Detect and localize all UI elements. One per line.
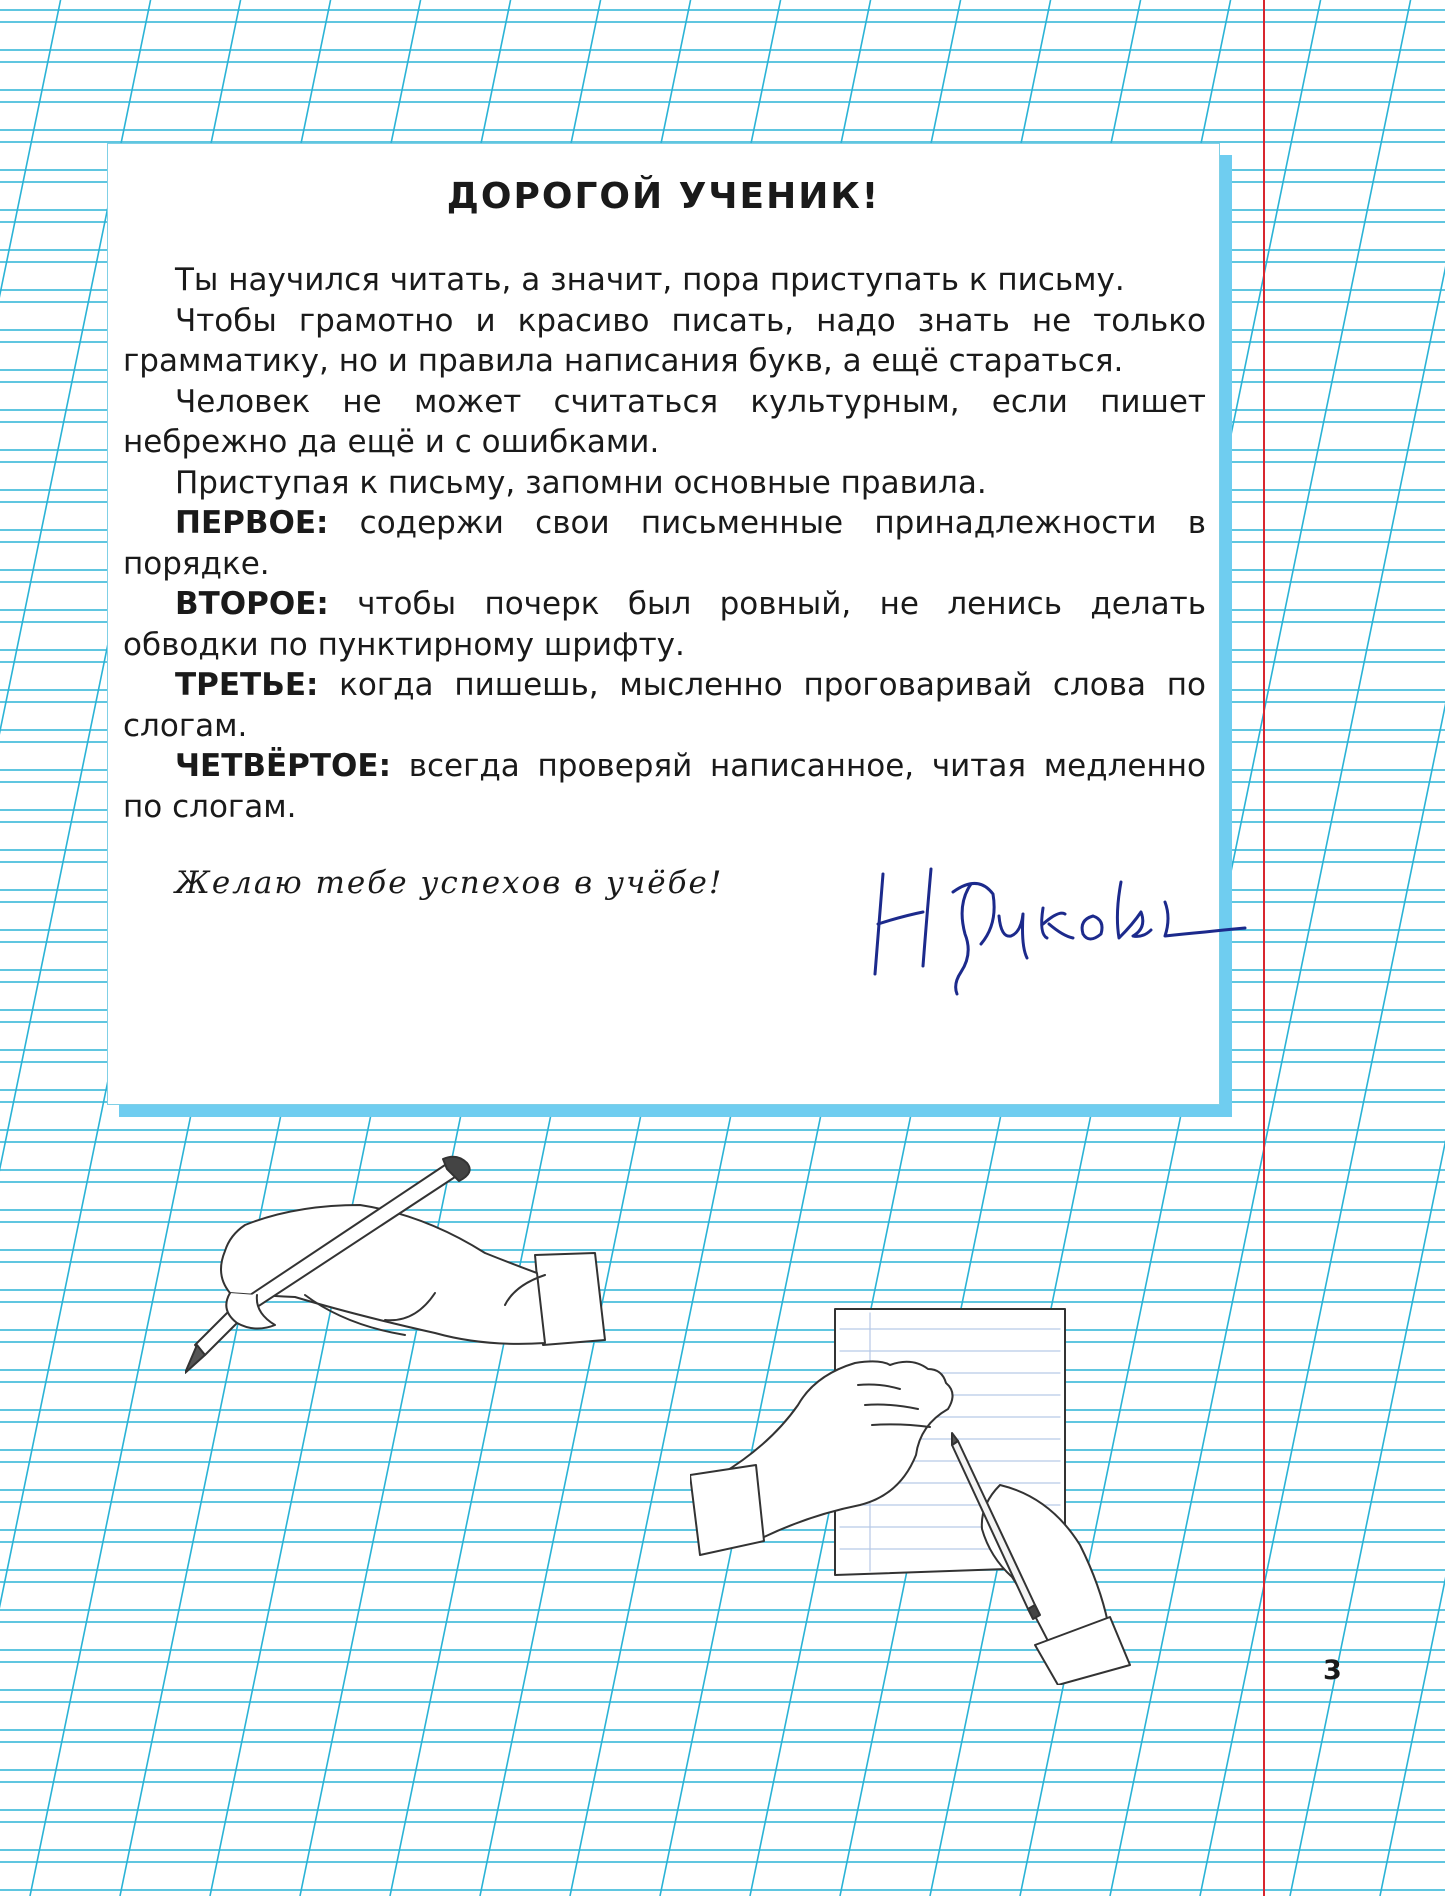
rule-fourth: ЧЕТВЁРТОЕ: всегда проверяй написанное, читая медленно по слогам. bbox=[123, 748, 1206, 825]
grid-slanted-line bbox=[1380, 0, 1445, 1896]
rule-label: ЧЕТВЁРТОЕ: bbox=[175, 748, 391, 784]
letter-title: ДОРОГОЙ УЧЕНИК! bbox=[446, 176, 881, 217]
letter-paragraph: Чтобы грамотно и красиво писать, надо знать не только грамматику, но и правила написания букв, а ещё стараться. bbox=[123, 302, 1206, 379]
grid-slanted-line bbox=[1290, 0, 1445, 1896]
rule-third: ТРЕТЬЕ: когда пишешь, мысленно проговаривай слова по слогам. bbox=[123, 667, 1206, 744]
letter-paragraph: Ты научился читать, а значит, пора приступать к письму. bbox=[175, 262, 1125, 298]
author-signature bbox=[853, 854, 1273, 1004]
letter-card bbox=[107, 143, 1220, 1105]
page-number: 3 bbox=[1323, 1655, 1342, 1686]
grid-slanted-line bbox=[0, 0, 61, 1896]
hand-holding-pen-illustration bbox=[185, 1155, 610, 1380]
hands-writing-on-paper-illustration bbox=[690, 1305, 1170, 1685]
rule-label: ПЕРВОЕ: bbox=[175, 505, 329, 541]
rule-first: ПЕРВОЕ: содержи свои письменные принадлежности в порядке. bbox=[123, 505, 1206, 582]
rule-label: ТРЕТЬЕ: bbox=[175, 667, 319, 703]
closing-wish: Желаю тебе успехов в учёбе! bbox=[175, 865, 724, 901]
rule-second: ВТОРОЕ: чтобы почерк был ровный, не ленись делать обводки по пунктирному шрифту. bbox=[123, 586, 1206, 663]
letter-paragraph: Приступая к письму, запомни основные правила. bbox=[175, 464, 987, 501]
rule-label: ВТОРОЕ: bbox=[175, 586, 329, 622]
letter-paragraph: Человек не может считаться культурным, если пишет небрежно да ещё и с ошибками. bbox=[123, 383, 1206, 460]
letter-body bbox=[123, 260, 1206, 827]
